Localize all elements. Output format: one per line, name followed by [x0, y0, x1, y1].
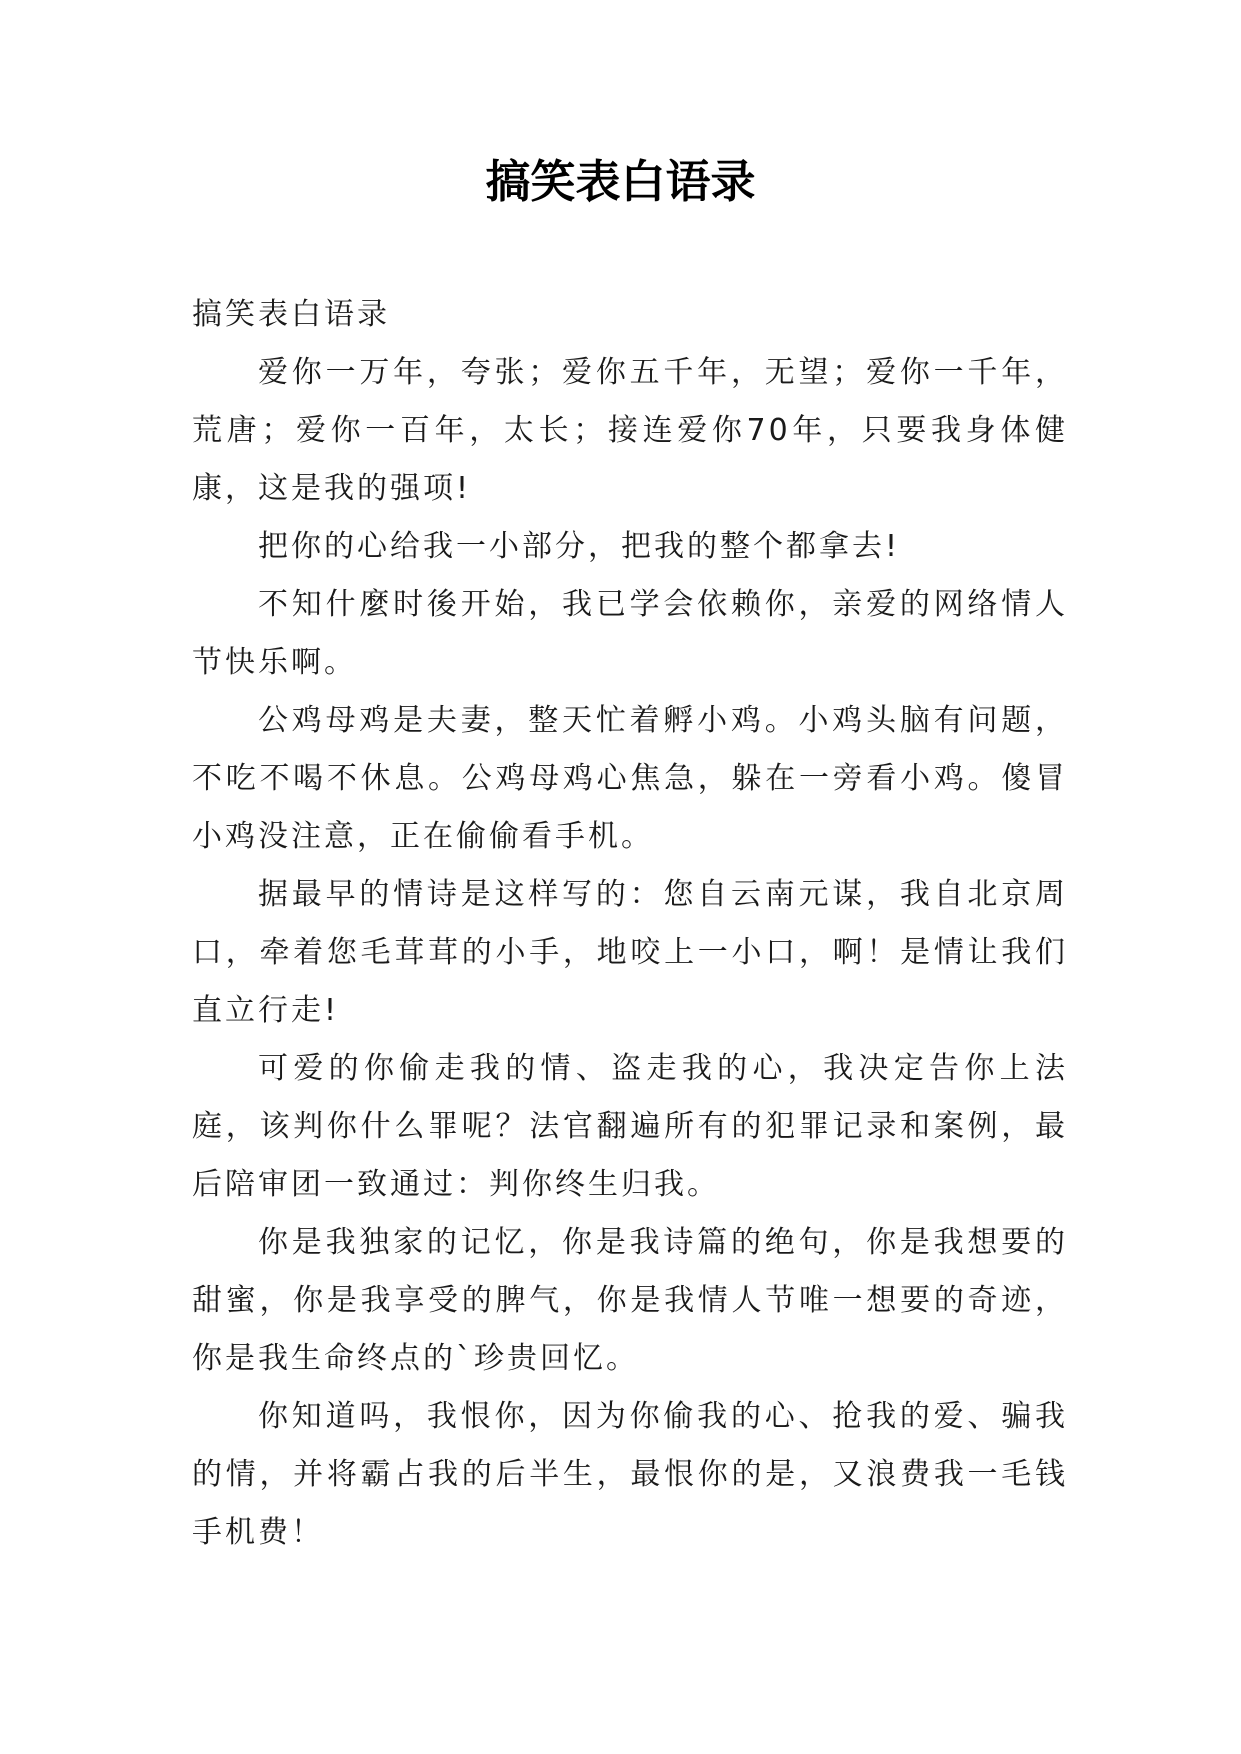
paragraph-7: 你是我独家的记忆，你是我诗篇的绝句，你是我想要的甜蜜，你是我享受的脾气，你是我情人节唯一想要的奇迹，你是我生命终点的`珍贵回忆。 — [192, 1225, 1068, 1376]
paragraph-2: 把你的心给我一小部分，把我的整个都拿去! — [258, 529, 901, 564]
document-subtitle: 搞笑表白语录 — [192, 297, 390, 332]
document-body — [192, 286, 1068, 1562]
paragraph-6: 可爱的你偷走我的情、盗走我的心，我决定告你上法庭，该判你什么罪呢？法官翻遍所有的犯罪记录和案例，最后陪审团一致通过：判你终生归我。 — [192, 1051, 1068, 1202]
paragraph-1: 爱你一万年，夸张；爱你五千年，无望；爱你一千年，荒唐；爱你一百年，太长；接连爱你70年，只要我身体健康，这是我的强项! — [192, 355, 1068, 506]
paragraph-4: 公鸡母鸡是夫妻，整天忙着孵小鸡。小鸡头脑有问题，不吃不喝不休息。公鸡母鸡心焦急，躲在一旁看小鸡。傻冒小鸡没注意，正在偷偷看手机。 — [192, 703, 1068, 854]
paragraph-3: 不知什麼时後开始，我已学会依赖你，亲爱的网络情人节快乐啊。 — [192, 587, 1068, 680]
paragraph-8: 你知道吗，我恨你，因为你偷我的心、抢我的爱、骗我的情，并将霸占我的后半生，最恨你的是，又浪费我一毛钱手机费！ — [192, 1399, 1068, 1550]
paragraph-5: 据最早的情诗是这样写的：您自云南元谋，我自北京周口，牵着您毛茸茸的小手，地咬上一小口，啊！是情让我们直立行走! — [192, 877, 1068, 1028]
document-title: 搞笑表白语录 — [485, 155, 756, 208]
